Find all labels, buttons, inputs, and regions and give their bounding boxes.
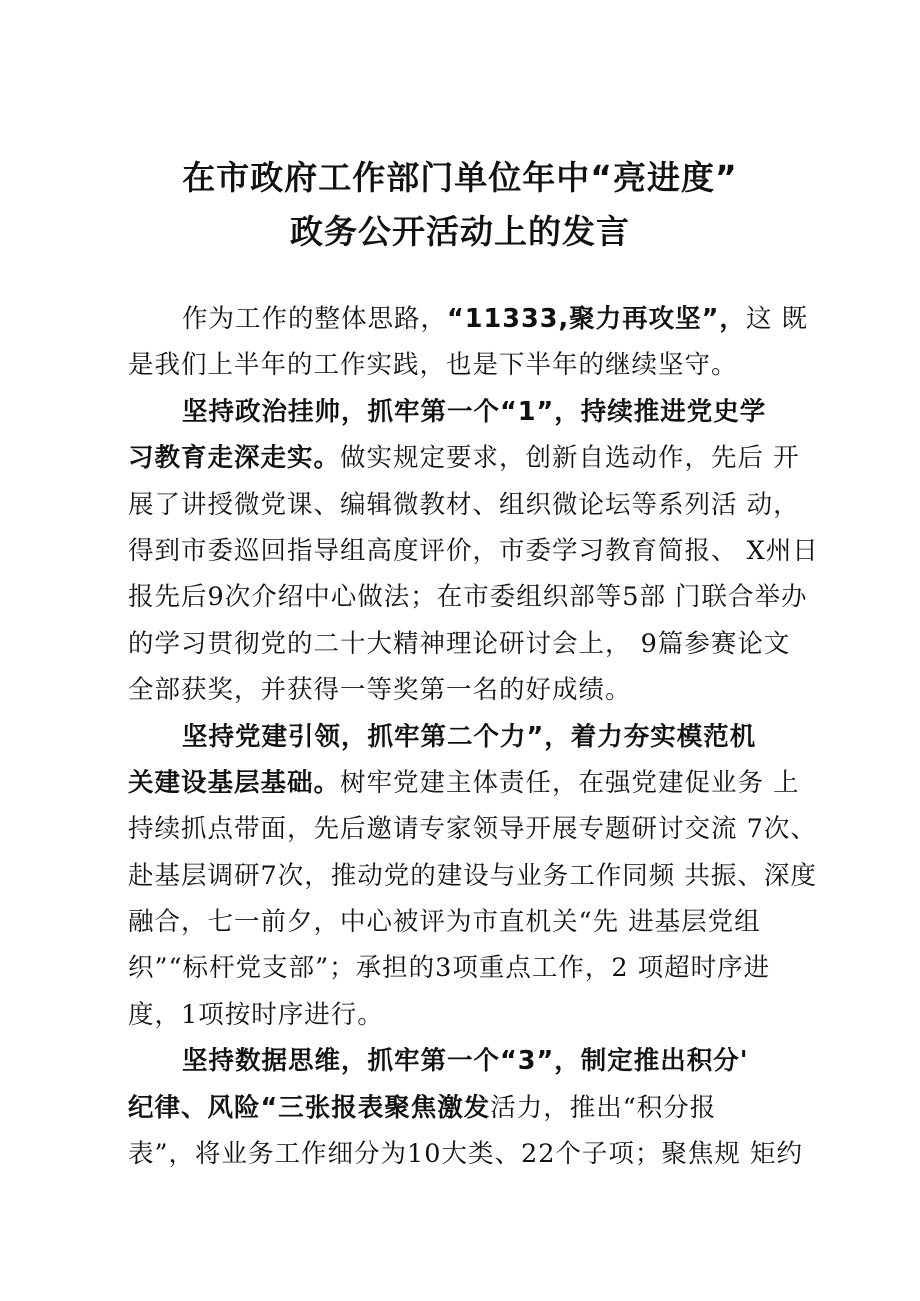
paragraph-1-text: 作为工作的整体思路， <box>182 304 448 334</box>
paragraph-2-line-5: 报先后9次介绍中心做法；在市委组织部等5部 门联合举办 <box>128 582 808 612</box>
paragraph-3-heading-line-1: 坚持党建引领，抓牢第二个力”，着力夯实模范机 <box>182 722 757 752</box>
paragraph-2-line-6: 的学习贯彻党的二十大精神理论研讨会上， 9篇参赛论文 <box>128 629 791 659</box>
paragraph-2-line-3: 展了讲授微党课、编辑微教材、组织微论坛等系列活 动， <box>128 490 800 520</box>
paragraph-2-line-2 <box>128 441 808 475</box>
paragraph-4-heading-end: 纪律、风险“三张报表聚焦激发 <box>128 1093 491 1123</box>
paragraph-4-line-3: 表”，将业务工作细分为10大类、22个子项；聚焦规 矩约 <box>128 1139 804 1169</box>
paragraph-2-line-4: 得到市委巡回指导组高度评价，市委学习教育简报、 X州日 <box>128 536 819 566</box>
paragraph-1-line-1 <box>182 302 862 336</box>
document-title-line-1: 在市政府工作部门单位年中“亮进度” <box>182 158 738 197</box>
paragraph-3-line-3: 持续抓点带面，先后邀请专家领导开展专题研讨交流 7次、 <box>128 814 817 844</box>
paragraph-3-line-6: 织”“标杆党支部”；承担的3项重点工作，2 项超时序进 <box>128 953 771 983</box>
paragraph-4-line-2 <box>128 1091 808 1125</box>
paragraph-3-heading-end: 关建设基层基础。 <box>128 768 341 798</box>
paragraph-1-text: 这 既 <box>745 304 809 334</box>
paragraph-4-heading-line-1: 坚持数据思维，抓牢第一个“3”，制定推出积分' <box>182 1046 749 1076</box>
paragraph-3-text: 树牢党建主体责任，在强党建促业务 上 <box>340 768 800 798</box>
paragraph-3-line-5: 融合，七一前夕，中心被评为市直机关“先 进基层党组 <box>128 907 761 937</box>
paragraph-2-text: 做实规定要求，创新自选动作，先后 开 <box>340 443 800 473</box>
paragraph-2-heading-line-1: 坚持政治挂帅，抓牢第一个“1”，持续推进党史学 <box>182 397 767 427</box>
paragraph-4-text: 活力，推出“积分报 <box>490 1093 717 1123</box>
paragraph-1-slogan: “11333,聚力再攻坚”， <box>447 304 746 334</box>
paragraph-3-line-2 <box>128 766 808 800</box>
document-title-line-2: 政务公开活动上的发言 <box>290 212 630 251</box>
paragraph-2-line-7: 全部获奖，并获得一等奖第一名的好成绩。 <box>128 675 632 705</box>
paragraph-1-line-2: 是我们上半年的工作实践，也是下半年的继续坚守。 <box>128 350 738 380</box>
paragraph-2-heading-end: 习教育走深走实。 <box>128 443 341 473</box>
paragraph-3-line-7: 度，1项按时序进行。 <box>128 1000 384 1030</box>
paragraph-3-line-4: 赴基层调研7次，推动党的建设与业务工作同频 共振、深度 <box>128 861 817 891</box>
